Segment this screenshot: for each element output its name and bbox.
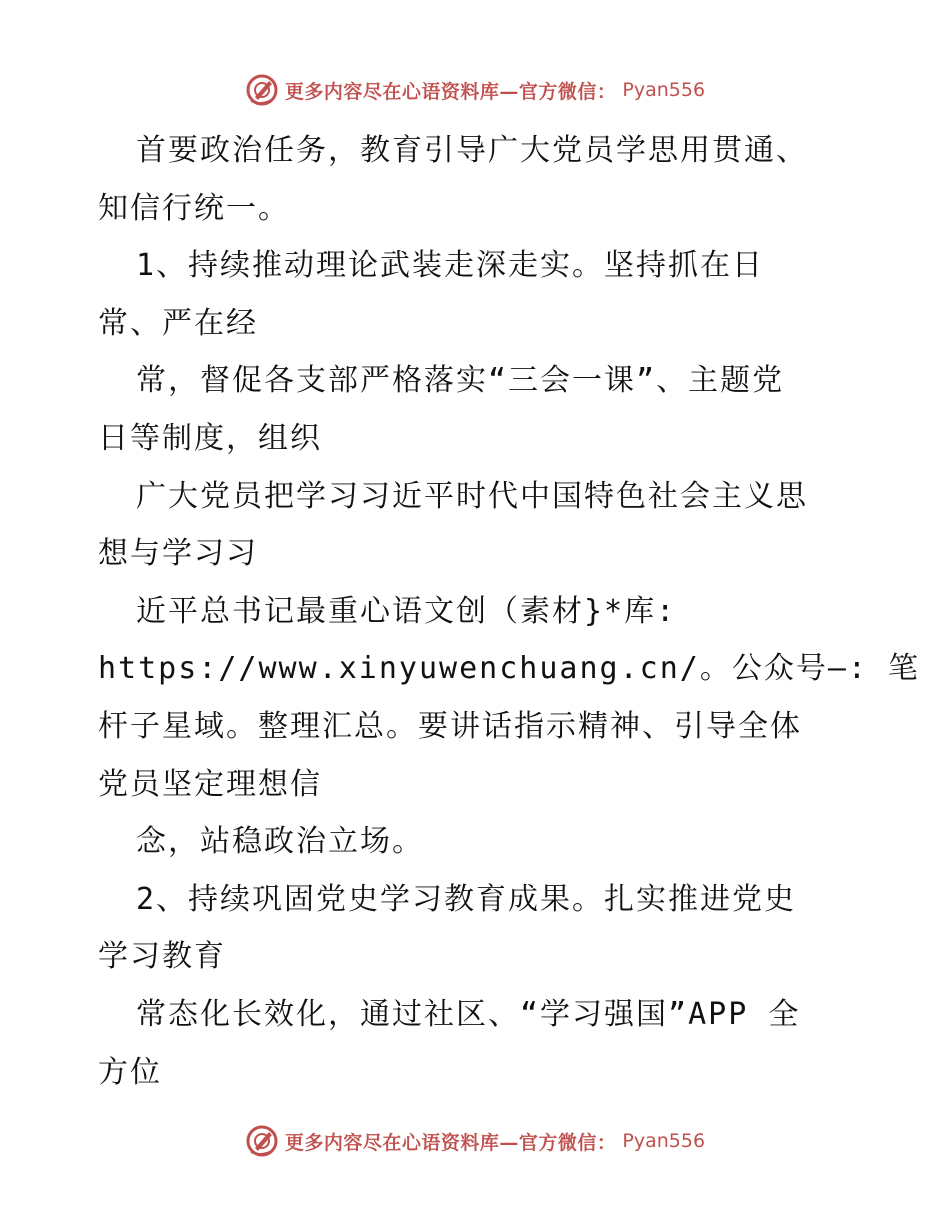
banner-title: 更多内容尽在心语资料库—官方微信： — [284, 1131, 617, 1154]
text-line: 广大党员把学习习近平时代中国特色社会主义思 — [136, 478, 808, 514]
banner-contact-id: Pyan556 — [622, 1130, 706, 1152]
text-line: 念，站稳政治立场。 — [136, 824, 424, 860]
text-line: 1、持续推动理论武装走深走实。坚持抓在日 — [136, 248, 765, 284]
text-line: 常、严在经 — [98, 305, 258, 341]
document-body — [98, 122, 921, 1101]
text-line: 常，督促各支部严格落实“三会一课”、主题党 — [136, 363, 785, 399]
text-line: 知信行统一。 — [98, 190, 290, 226]
text-line: https://www.xinyuwenchuang.cn/。公众号—: 笔 — [98, 651, 921, 687]
brand-logo-icon — [245, 73, 279, 107]
text-line: 近平总书记最重心语文创（素材}*库: — [136, 593, 677, 629]
text-line: 党员坚定理想信 — [98, 766, 322, 802]
text-line: 杆子星域。整理汇总。要讲话指示精神、引导全体 — [98, 708, 802, 744]
banner-title: 更多内容尽在心语资料库—官方微信： — [284, 80, 617, 103]
text-line: 学习教育 — [98, 939, 226, 975]
text-line: 2、持续巩固党史学习教育成果。扎实推进党史 — [136, 881, 797, 917]
text-line: 方位 — [98, 1054, 162, 1090]
text-line: 想与学习习 — [98, 536, 258, 572]
banner-contact-id: Pyan556 — [622, 79, 706, 101]
header-watermark-banner — [0, 70, 950, 110]
text-line: 首要政治任务，教育引导广大党员学思用贯通、 — [136, 133, 808, 168]
text-line: 日等制度，组织 — [98, 420, 322, 456]
text-line: 常态化长效化，通过社区、“学习强国”APP 全 — [136, 996, 801, 1032]
brand-logo-icon — [245, 1124, 279, 1158]
footer-watermark-banner — [0, 1121, 950, 1161]
